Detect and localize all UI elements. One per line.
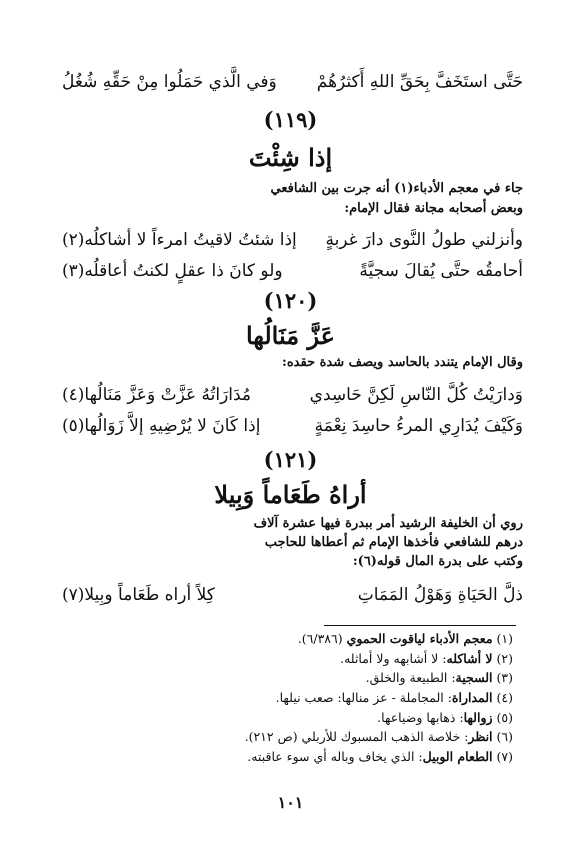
poem-number-120: (١٢٠) <box>263 288 318 313</box>
footnote-text: : ذهابها وضياعها. <box>377 710 464 725</box>
footnote-number: (٧) <box>492 749 513 764</box>
verse-119-first-hemistich: حَتَّى استَخَفَّ بِحَقِّ اللهِ أَكثرُهُمْ <box>316 72 523 92</box>
page-number: ١٠١ <box>277 793 304 812</box>
footnote-text: : المجاملة - عز منالها: صعب نيلها. <box>275 690 452 705</box>
section-title-122: أراهُ طَعَاماً وَبِيلا <box>214 480 367 509</box>
footnote-text: : الطبيعة والخلق. <box>365 670 456 685</box>
intro-120-line1: جاء في معجم الأدباء(١) أنه جرت بين الشافعي <box>270 181 523 196</box>
verse-120-2-second: ولو كانَ ذا عقلٍ لكنتُ أعاقلُه(٣) <box>62 261 283 281</box>
verse-120-1-first: وأنزلني طولُ النَّوى دارَ غربةٍ <box>325 230 523 250</box>
poem-number-119: (١١٩) <box>263 107 318 132</box>
footnote-item <box>298 631 513 646</box>
footnote-number: (٦) <box>492 729 513 744</box>
footnote-term: انظر <box>468 729 493 744</box>
verse-121-2-first: وَكَيْفَ يُدَارِي المرءُ حاسِدَ نِعْمَةٍ <box>314 416 523 436</box>
footnote-item <box>247 749 513 764</box>
footnote-term: معجم الأدباء لياقوت الحموي <box>346 631 493 646</box>
verse-119-second-hemistich: وَفي الَّذي حَمَلُوا مِنْ حَقِّهِ شُغُلُ <box>62 72 277 92</box>
footnote-number: (٥) <box>492 710 513 725</box>
footnote-term: الطعام الوبيل <box>422 749 493 764</box>
verse-122-second: كِلاً أراه طَعَاماً وبِيلا(٧) <box>62 585 215 605</box>
verse-120-1-second: إذا شئتُ لاقيتُ امرءاً لا أشاكلُه(٢) <box>62 230 297 250</box>
intro-121: وقال الإمام يتندد بالحاسد ويصف شدة حقده: <box>282 355 523 370</box>
footnote-term: لا أشاكله <box>446 651 493 666</box>
footnote-term: زوالها <box>463 710 493 725</box>
footnote-text: : الذي يخاف وباله أي سوء عاقبته. <box>247 749 423 764</box>
footnote-item <box>276 690 513 705</box>
intro-122-line1: روي أن الخليفة الرشيد أمر ببدرة فيها عشرة آلاف <box>253 516 523 531</box>
intro-122-line2: درهم للشافعي فأخذها الإمام ثم أعطاها للحاجب <box>264 535 523 550</box>
footnote-term: السجية <box>455 670 493 685</box>
footnote-text: : لا أشابهه ولا أماثله. <box>340 651 447 666</box>
verse-121-1-first: وَدارَيْتُ كُلَّ النّاسِ لَكِنَّ حَاسِدي <box>309 385 523 405</box>
poem-number-121: (١٢١) <box>263 447 318 472</box>
intro-120-line2: وبعض أصحابه مجانة فقال الإمام: <box>344 201 523 216</box>
footnote-number: (٣) <box>492 670 513 685</box>
verse-121-2-second: إذا كَانَ لا يُرْضِيهِ إلاَّ زَوَالُها(٥) <box>62 416 261 436</box>
intro-122-line3: وكتب على بدرة المال قوله(٦): <box>352 554 523 569</box>
section-title-121: عَزَّ مَنَالُها <box>245 321 335 350</box>
footnote-text: (٦/٣٨٦). <box>297 631 347 646</box>
footnote-item <box>377 710 513 725</box>
verse-122-first: ذلَّ الحَيَاةِ وَهَوْلُ المَمَاتِ <box>357 585 523 605</box>
footnote-text: : خلاصة الذهب المسبوك للأربلي (ص ٢١٢). <box>244 729 469 744</box>
footnote-item <box>366 670 513 685</box>
footnote-term: المداراة <box>451 690 493 705</box>
footnote-divider <box>324 625 516 626</box>
verse-120-2-first: أحامقُه حتَّى يُقالَ سجيَّةً <box>359 261 523 281</box>
section-title-120: إذا شِئْتَ <box>248 143 333 172</box>
footnote-number: (١) <box>492 631 513 646</box>
footnote-item <box>340 651 513 666</box>
footnote-item <box>245 729 513 744</box>
verse-121-1-second: مُدَارَاتُهُ عَزَّتْ وَعَزَّ مَنَالُها(٤) <box>62 385 252 405</box>
footnote-number: (٤) <box>492 690 513 705</box>
footnote-number: (٢) <box>492 651 513 666</box>
